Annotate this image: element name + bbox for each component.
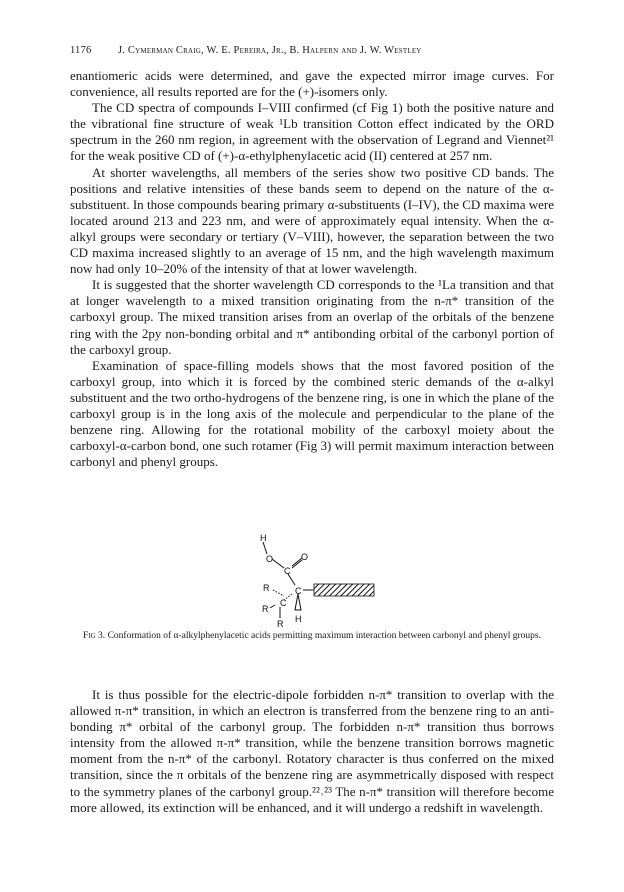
atom-label-r: R: [277, 619, 284, 628]
running-header: [70, 45, 560, 56]
caption-text: Conformation of α-alkylphenylacetic acids permitting maximum interaction between carbonyl and phenyl groups.: [107, 631, 541, 641]
paragraph: enantiomeric acids were determined, and gave the expected mirror image curves. For convenience, all results reported are for the (+)-isomers only.: [70, 68, 554, 100]
atom-label-o: O: [301, 552, 309, 562]
page-number: 1176: [70, 45, 92, 56]
paragraph: The CD spectra of compounds I–VIII confirmed (cf Fig 1) both the positive nature and the vibrational fine structure of weak ¹Lb transition Cotton effect indicated by the ORD spectrum in the 260 nm region, in agreement with the observation of Legrand and Viennet²¹ for the weak positive CD of (+)-α-ethylphenylacetic acid (II) centered at 257 nm.: [70, 100, 554, 164]
atom-label-o: O: [266, 554, 274, 564]
paragraph: At shorter wavelengths, all members of the series show two positive CD bands. The positions and relative intensities of these bands seem to depend on the nature of the α-substituent. In those compounds bearing primary α-substituents (I–IV), the CD maxima were located around 213 and 223 nm, and were of approximately equal intensity. When the α-alkyl groups were secondary or tertiary (V–VIII), however, the separation between the two CD maxima increased slightly to an average of 15 nm, and the high wavelength maximum now had only 10–20% of the intensity of that at lower wavelength.: [70, 164, 554, 277]
atom-label-h: H: [295, 614, 302, 624]
paragraph: It is thus possible for the electric-dipole forbidden n-π* transition to overlap with the allowed π-π* transition, in which an electron is transferred from the benzene ring to an anti-bonding π* orbital of the carbonyl group. The forbidden n-π* transition thus borrows intensity from the allowed π-π* transition, while the benzene transition borrows magnetic moment from the n-π* of the carbonyl. Rotatory character is thus conferred on the mixed transition, since the π orbitals of the benzene ring are asymmetrically disposed with respect to the symmetry planes of the carbonyl group.²²˒²³ The n-π* transition will therefore become more allowed, its extinction will be enhanced, and it will undergo a redshift in wavelength.: [70, 687, 554, 815]
paragraph: It is suggested that the shorter wavelength CD corresponds to the ¹La transition and that at longer wavelength to a mixed transition originating from the n-π* transition of the carboxyl group. The mixed transition arises from an overlap of the orbitals of the benzene ring with the 2py non-bonding orbital and π* antibonding orbital of the carbonyl portion of the carboxyl group.: [70, 277, 554, 357]
body-text-top: [70, 68, 554, 470]
atom-label-c: C: [280, 598, 287, 608]
atom-label-c: C: [284, 566, 291, 576]
body-text-bottom: [70, 687, 554, 816]
conformation-structure-diagram: [240, 532, 410, 628]
figure-caption: [70, 630, 554, 643]
header-authors: J. Cymerman Craig, W. E. Pereira, Jr., B. Halpern and J. W. Westley: [118, 45, 422, 56]
caption-label: Fig 3.: [83, 631, 106, 641]
atom-label-h: H: [260, 533, 267, 543]
benzene-ring-edge: [314, 584, 374, 596]
atom-label-c: C: [295, 586, 302, 596]
atom-label-r: R: [262, 604, 269, 614]
paragraph: Examination of space-filling models shows that the most favored position of the carboxyl group, into which it is forced by the combined steric demands of the α-alkyl substituent and the two ortho-hydrogens of the benzene ring, is one in which the plane of the carboxyl group is in the long axis of the molecule and perpendicular to the plane of the benzene ring. Allowing for the rotational mobility of the carboxyl moiety about the carboxyl-α-carbon bond, one such rotamer (Fig 3) will permit maximum interaction between carbonyl and phenyl groups.: [70, 357, 554, 470]
atom-label-r: R: [263, 583, 270, 593]
